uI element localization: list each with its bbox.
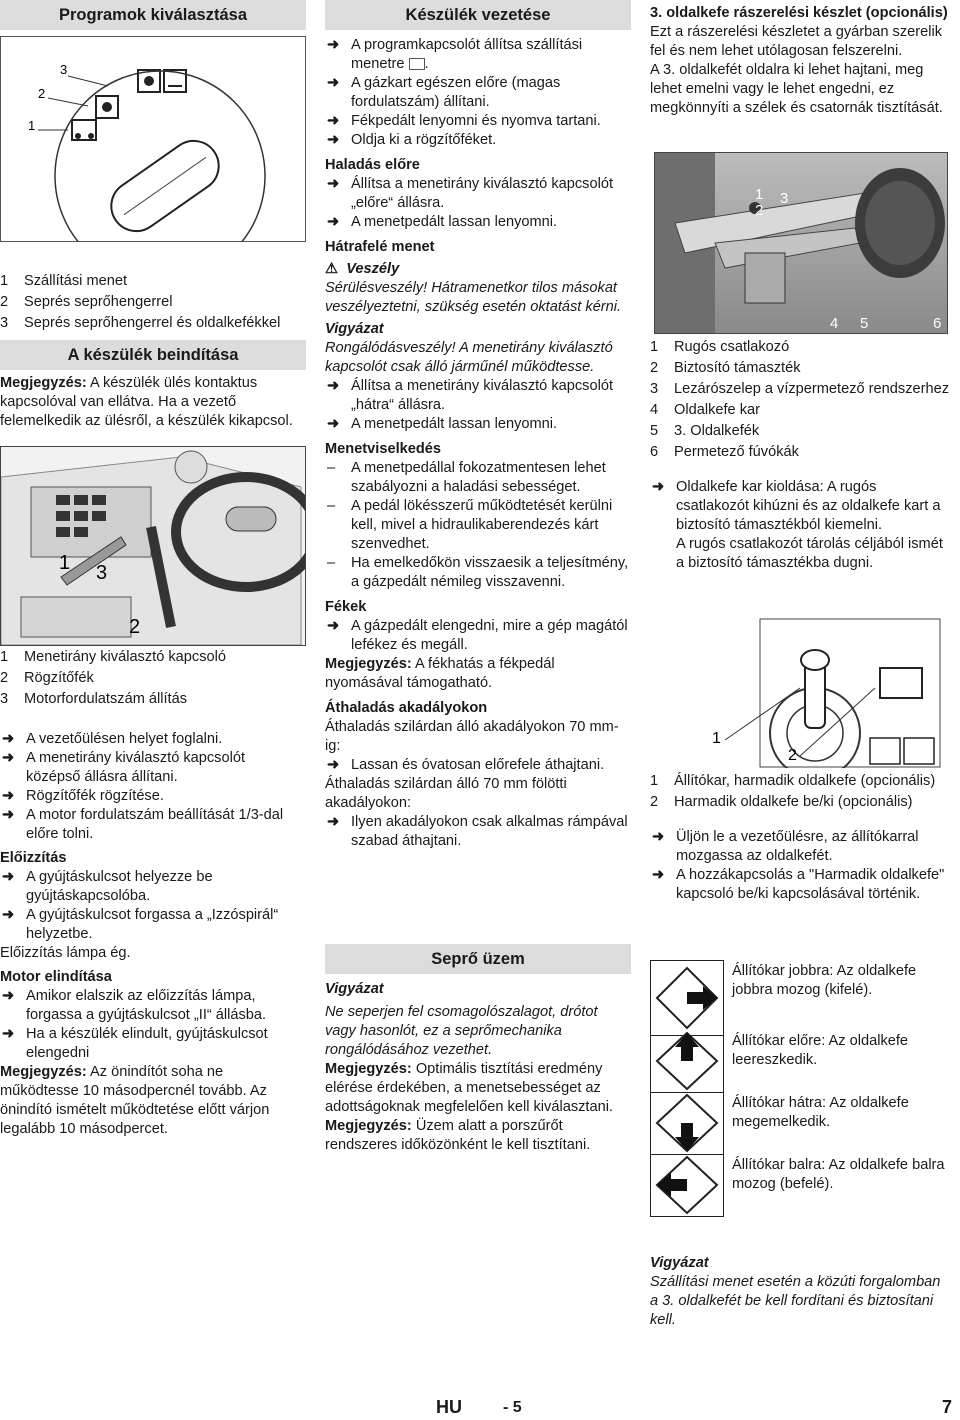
- table-row: Állítókar előre: Az oldalkefe leereszkedik.: [650, 1030, 950, 1092]
- start-steps: [0, 730, 300, 1139]
- obstacles-text-1: Áthaladás szilárdan álló akadályokon 70 mm-ig:: [325, 719, 619, 754]
- photo3-label-4: 4: [830, 315, 839, 332]
- step-item: ➜ A menetirány kiválasztó kapcsolót középső állásra állítani.: [0, 749, 300, 787]
- step-item: ➜ A gyújtáskulcsot forgassa a „Izzóspirál“ helyzetbe.: [0, 906, 300, 944]
- photo-label-1: 1: [59, 552, 71, 574]
- step-item-continued: A rugós csatlakozót tárolás céljából ismét a biztosító támasztékba dugni.: [676, 536, 943, 571]
- step-item: ➜ A hozzákapcsolás a "Harmadik oldalkefe" kapcsoló be/ki kapcsolásával történik.: [650, 866, 950, 904]
- warning-triangle-icon: ⚠: [325, 261, 339, 277]
- section-header-driving: Készülék vezetése: [325, 0, 631, 30]
- section-header-sweeping: Seprő üzem: [325, 944, 631, 974]
- caution-text-2: Ne seperjen fel csomagolószalagot, drótot vagy hasonlót, ez a seprőmechanika rongálódásához vezethet.: [325, 1004, 598, 1058]
- dial-label-2: 2: [38, 86, 46, 101]
- step-item: ➜ Állítsa a menetirány kiválasztó kapcsolót „hátra“ állásra.: [325, 377, 631, 415]
- kit-intro-1: Ezt a rászerelési készletet a gyárban szerelik fel és nem lehet utólagosan felszerelni.: [650, 24, 943, 59]
- step-item: ➜ Ilyen akadályokon csak alkalmas rámpával szabad áthajtani.: [325, 813, 631, 851]
- arrow-right-icon: [650, 960, 724, 1036]
- driving-steps: [325, 36, 631, 851]
- step-item: ➜ Fékpedált lenyomni és nyomva tartani.: [325, 112, 631, 131]
- caution-label-2: Vigyázat: [325, 981, 384, 997]
- step-item: ➜ Ha a készülék elindult, gyújtáskulcsot elengedni: [0, 1025, 300, 1063]
- lever-direction-table: [650, 960, 950, 1216]
- program-dial-drawing: [0, 36, 306, 242]
- step-item: ➜ A gázpedált elengedni, mire a gép magától lefékez és megáll.: [325, 617, 631, 655]
- step-item: ➜ Lassan és óvatosan előrefele áthajtani.: [325, 756, 631, 775]
- preheat-title: Előizzítás: [0, 850, 67, 866]
- caution-label-3: Vigyázat: [650, 1255, 709, 1271]
- photo-label-2: 2: [129, 616, 141, 638]
- caution-text-3: Szállítási menet esetén a közúti forgalomban a 3. oldalkefét be kell fordítani és biztosítani kell.: [650, 1274, 941, 1328]
- legend-dashboard: 1 Menetirány kiválasztó kapcsoló 2 Rögzítőfék 3 Motorfordulatszám állítás: [0, 649, 226, 707]
- step-item: ➜ Oldja ki a rögzítőféket.: [325, 131, 631, 150]
- section-header-start: A készülék beindítása: [0, 340, 306, 370]
- photo3-label-1: 1: [755, 186, 764, 203]
- sweeping-section: [325, 980, 631, 1155]
- step-item: ➜ Rögzítőfék rögzítése.: [0, 787, 300, 806]
- arrow-left-icon: [650, 1154, 724, 1217]
- photo3-label-5: 5: [860, 315, 869, 332]
- joystick-drawing: [650, 618, 950, 768]
- danger-text: Sérülésveszély! Hátramenetkor tilos másokat veszélyeztetni, szükség esetén oktatást kérni.: [325, 280, 622, 315]
- photo3-label-3: 3: [780, 190, 789, 207]
- table-row: Állítókar jobbra: Az oldalkefe jobbra mozog (kifelé).: [650, 960, 950, 1022]
- brakes-title: Fékek: [325, 599, 367, 615]
- section-header-program: Programok kiválasztása: [0, 0, 306, 30]
- table-row: Állítókar balra: Az oldalkefe balra mozog (befelé).: [650, 1154, 950, 1216]
- note-filter: Megjegyzés: Üzem alatt a porszűrőt rendszeres időközönként le kell tisztítani.: [325, 1118, 591, 1153]
- dashboard-photo: [0, 446, 306, 646]
- step-item: ➜ A programkapcsolót állítsa szállítási menetre .: [325, 36, 631, 74]
- step-item: ➜ Oldalkefe kar kioldása: A rugós csatlakozót kihúzni és az oldalkefe kart a biztosító támasztékból kiemelni.: [650, 478, 950, 535]
- step-item: ➜ Üljön le a vezetőülésre, az állítókarral mozgassa az oldalkefét.: [650, 828, 950, 866]
- preheat-lamp-text: Előizzítás lámpa ég.: [0, 945, 131, 961]
- joystick-label-2: 2: [788, 747, 797, 764]
- step-item: ➜ A gázkart egészen előre (magas fordulatszám) állítani.: [325, 74, 631, 112]
- behaviour-title: Menetviselkedés: [325, 441, 442, 457]
- side-brush-photo: [654, 152, 948, 334]
- note-starter: Megjegyzés: Az önindítót soha ne működtesse 10 másodpercnél tovább. Az önindító ismételt működtetése előtt várjon legalább 10 másodpercet.: [0, 1064, 270, 1137]
- step-item: ➜ A menetpedált lassan lenyomni.: [325, 213, 631, 232]
- step-item: ➜ Állítsa a menetirány kiválasztó kapcsolót „előre“ állásra.: [325, 175, 631, 213]
- danger-label: ⚠ Veszély: [325, 261, 400, 277]
- dashboard-drawing: [1, 447, 305, 645]
- obstacles-title: Áthaladás akadályokon: [325, 700, 488, 716]
- step-item: ➜ A gyújtáskulcsot helyezze be gyújtáskapcsolóba.: [0, 868, 300, 906]
- program-dial-figure: [0, 36, 306, 242]
- caution-text: Rongálódásveszély! A menetirány kiválasztó kapcsolót csak álló járműnél működtesse.: [325, 340, 613, 375]
- footer-page-sub: - 5: [503, 1399, 522, 1416]
- step-item: ➜ A motor fordulatszám beállítását 1/3-dal előre tolni.: [0, 806, 300, 844]
- side-brush-drawing: [655, 153, 947, 333]
- column-1: [0, 0, 306, 1137]
- photo-label-3: 3: [96, 562, 108, 584]
- table-row: Állítókar hátra: Az oldalkefe megemelkedik.: [650, 1092, 950, 1154]
- step-item: ➜ A menetpedált lassan lenyomni.: [325, 415, 631, 434]
- obstacles-text-2: Áthaladás szilárdan álló 70 mm fölötti akadályokon:: [325, 776, 567, 811]
- arrow-down-icon: [650, 1092, 724, 1155]
- column-3: [650, 0, 950, 1328]
- step-item: ➜ Amikor elalszik az előizzítás lámpa, forgassa a gyújtáskulcsot „II“ állásba.: [0, 987, 300, 1025]
- brake-note: Megjegyzés: A fékhatás a fékpedál nyomásával támogatható.: [325, 656, 555, 691]
- column-2: [325, 0, 631, 1153]
- joystick-figure: [650, 618, 950, 768]
- photo3-label-2: 2: [755, 202, 764, 219]
- footer-language: HU: [436, 1397, 462, 1417]
- transport-caution: [650, 1254, 950, 1330]
- legend-side-brush: 1 Rugós csatlakozó 2 Biztosító támaszték 3 Lezárószelep a vízpermetező rendszerhez 4 Oldalkefe kar 5 3. Oldalkefék 6 Permetező fúvókák ➜ Oldalkefe kar kioldása: A rugós csatlakozót kihúzni és az oldalkefe kart a biztosító támasztékból kiemelni. A rugós csatlakozót tárolás céljából ismét a biztosító támasztékba dugni.: [650, 338, 950, 573]
- note-speed: Megjegyzés: Optimális tisztítási eredmény elérése érdekében, a menetsebességet az adottságoknak megfelelően kell kiválasztani.: [325, 1061, 613, 1115]
- note-seat-contact: Megjegyzés: A készülék ülés kontaktus kapcsolóval van ellátva. Ha a vezető felemelkedik az ülésről, a készülék kikapcsol.: [0, 375, 293, 429]
- legend-joystick: 1 Állítókar, harmadik oldalkefe (opcionális) 2 Harmadik oldalkefe be/ki (opcionális) ➜ Üljön le a vezetőülésre, az állítókarral mozgassa az oldalkefét. ➜ A hozzákapcsolás a "Harmadik oldalkefe" kapcsoló be/ki kapcsolásával történik.: [650, 772, 950, 904]
- kit-intro-2: A 3. oldalkefét oldalra ki lehet hajtani, meg lehet emelni vagy le lehet engedni, ez megkönnyíti a szélek és csatornák tisztítását.: [650, 62, 943, 116]
- behaviour-item: – A pedál lökésszerű működtetését kerülni kell, mivel a hidraulikaberendezés kárt szenvedhet.: [325, 497, 631, 554]
- kit-title: 3. oldalkefe rászerelési készlet (opcionális): [650, 5, 948, 21]
- engine-start-title: Motor elindítása: [0, 969, 112, 985]
- caution-label: Vigyázat: [325, 321, 384, 337]
- step-item: ➜ A vezetőülésen helyet foglalni.: [0, 730, 300, 749]
- behaviour-item: – Ha emelkedőkön visszaesik a teljesítmény, a gázpedált némileg visszavenni.: [325, 554, 631, 592]
- reverse-title: Hátrafelé menet: [325, 239, 435, 255]
- footer-page-number: 7: [942, 1397, 953, 1417]
- legend-program: 1 Szállítási menet 2 Seprés seprőhengerrel 3 Seprés seprőhengerrel és oldalkefékkel: [0, 273, 281, 331]
- joystick-label-1: 1: [712, 730, 721, 747]
- arrow-up-icon: [650, 1030, 724, 1093]
- dial-label-1: 1: [28, 118, 36, 133]
- transport-icon: [409, 58, 425, 70]
- dial-label-3: 3: [60, 62, 68, 77]
- behaviour-item: – A menetpedállal fokozatmentesen lehet szabályozni a haladási sebességet.: [325, 459, 631, 497]
- photo3-label-6: 6: [933, 315, 942, 332]
- forward-title: Haladás előre: [325, 157, 420, 173]
